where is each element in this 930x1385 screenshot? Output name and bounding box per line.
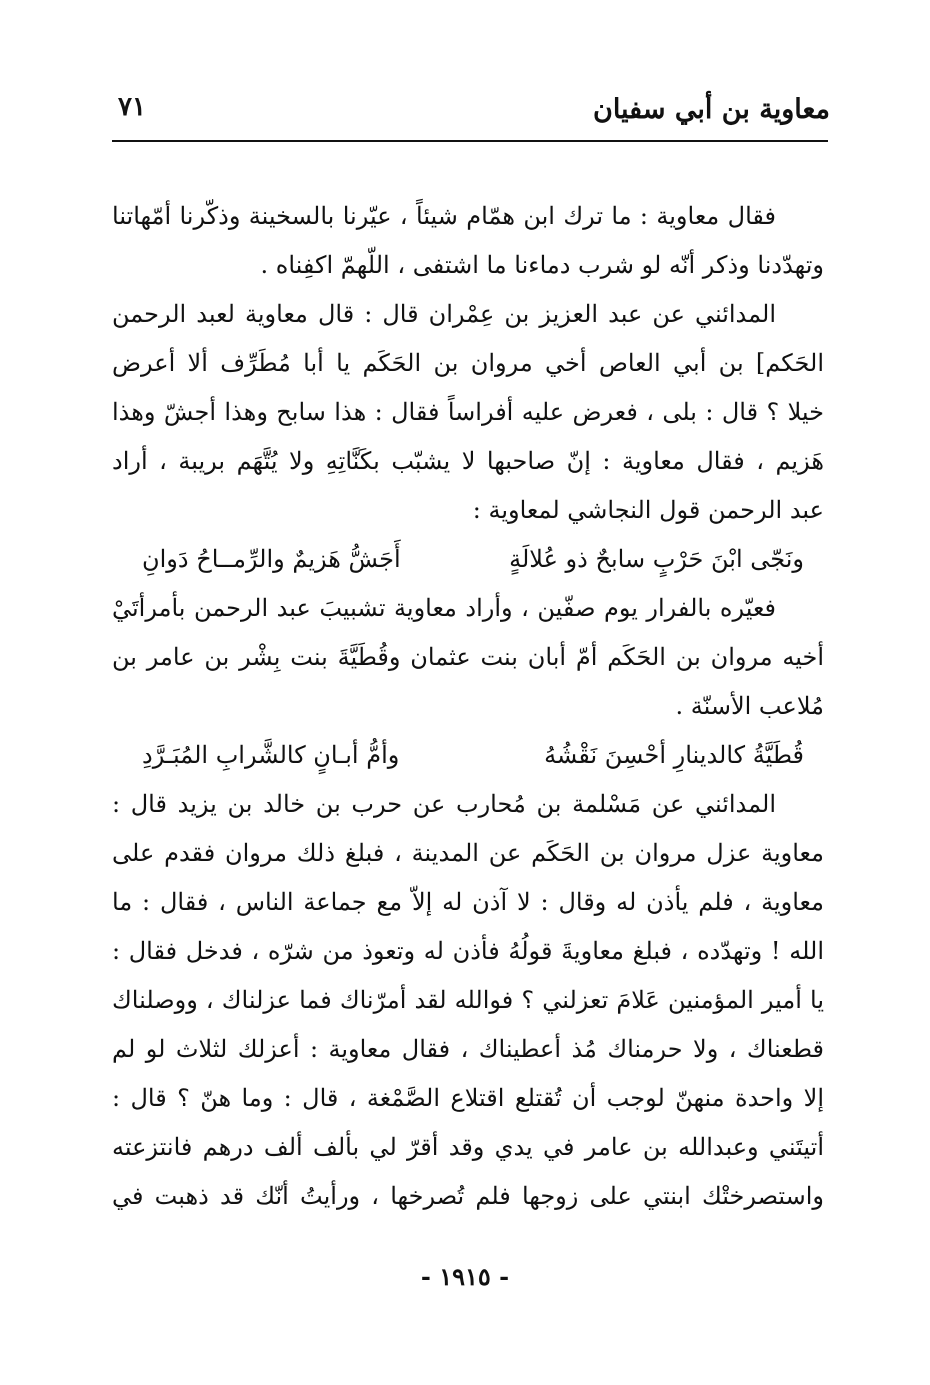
text-line: واستصرختْك ابنتي على زوجها فلم تُصرخها ، ورأيتُ أنّك قد ذهبت في — [112, 1182, 824, 1210]
text-line: خيلا ؟ قال : بلى ، فعرض عليه أفراساً فقال : هذا سابح وهذا أجشّ وهذا — [112, 398, 824, 426]
text-line: الله ! وتهدّده ، فبلغ معاويةَ قولُهُ فأذن له وتعوذ من شرّه ، فدخل فقال : — [112, 937, 824, 965]
text-line: قطعناك ، ولا حرمناك مُذ أعطيناك ، فقال معاوية : أعزلك لثلاث لو لم — [112, 1035, 824, 1063]
text-line: فعيّره بالفرار يوم صفّين ، وأراد معاوية تشبيبَ عبد الرحمن بأمرأتَيْ — [112, 594, 776, 622]
verse-second-hemistich: أَجَشُّ هَزيمٌ والرِّمــاحُ دَوانِ — [142, 545, 401, 573]
text-line: عبد الرحمن قول النجاشي لمعاوية : — [472, 496, 824, 524]
text-line: يا أمير المؤمنين عَلامَ تعزلني ؟ فوالله لقد أمرّناك فما عزلناك ، ووصلناك — [112, 986, 824, 1014]
text-line: معاوية ، فلم يأذن له وقال : لا آذن له إلاّ مع جماعة الناس ، فقال : ما — [112, 888, 824, 916]
verse-line — [112, 535, 824, 584]
text-line: المدائني عن مَسْلمة بن مُحارب عن حرب بن خالد بن يزيد قال : — [112, 790, 776, 818]
text-line: مُلاعب الأسنّة . — [675, 692, 824, 720]
verse-first-hemistich: قُطَيَّةُ كالدينارِ أحْسِنَ نَقْشُهُ — [544, 741, 804, 769]
verse-first-hemistich: ونَجّى ابْنَ حَرْبٍ سابحٌ ذو عُلالَةٍ — [509, 545, 804, 573]
text-line: أتيتَني وعبدالله بن عامر في يدي وقد أقرّ لي بألف ألف درهم فانتزعته — [112, 1133, 824, 1161]
text-line: معاوية عزل مروان بن الحَكَم عن المدينة ، فبلغ ذلك مروان فقدم على — [112, 839, 824, 867]
page-header — [112, 92, 830, 134]
folio-number: - ١٩١٥ - — [420, 1262, 510, 1291]
header-rule — [112, 140, 828, 142]
text-line: أخيه مروان بن الحَكَم أمّ أبان بنت عثمان وقُطَيَّةَ بنت بِشْر بن عامر بن — [112, 643, 824, 671]
verse-second-hemistich: وأمُّ أبـانٍ كالشَّرابِ المُبَـرَّدِ — [142, 741, 400, 769]
text-line: الحَكم] بن أبي العاص أخي مروان بن الحَكَم يا أبا مُطَرِّف ألا أعرض — [112, 349, 824, 377]
text-line: إلا واحدة منهنّ لوجب أن تُقتلع اقتلاع الصَّمْغة ، قال : وما هنّ ؟ قال : — [112, 1084, 824, 1112]
text-line: فقال معاوية : ما ترك ابن همّام شيئاً ، عيّرنا بالسخينة وذكّرنا أمّهاتنا — [112, 202, 776, 230]
body-text — [112, 192, 824, 1221]
text-line: هَزيم ، فقال معاوية : إنّ صاحبها لا يشبّب بكَنَّاتِهِ ولا يُتَّهَم بريبة ، أراد — [112, 447, 824, 475]
verse-line — [112, 731, 824, 780]
running-title: معاوية بن أبي سفيان — [592, 94, 830, 125]
text-line: وتهدّدنا وذكر أنّه لو شرب دماءنا ما اشتفى ، اللّهمّ اكفِناه . — [260, 251, 824, 279]
page-number: ٧١ — [118, 92, 146, 122]
text-line: المدائني عن عبد العزيز بن عِمْران قال : قال معاوية لعبد الرحمن — [112, 300, 776, 328]
